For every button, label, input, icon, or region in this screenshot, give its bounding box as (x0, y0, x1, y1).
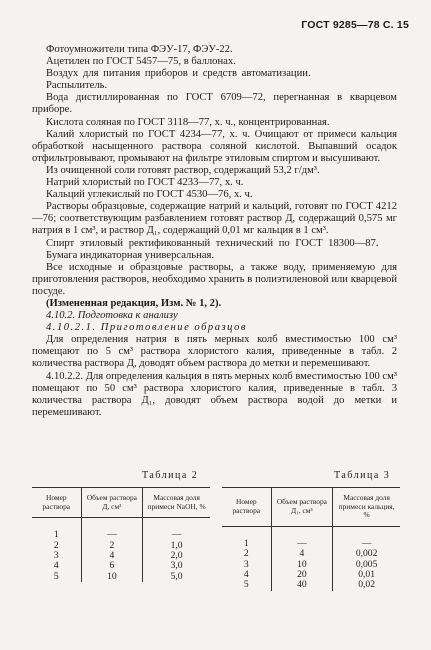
table-cell: 3 (32, 551, 81, 561)
paragraph: Для определения натрия в пять мерных колб вместимостью 100 см³ помещают по 5 см³ раствора хлористого калия, приведенные в табл. 2 количества раствора Д, доводят объем раствора до метки и перемешивают. (32, 334, 397, 370)
table-cell: 20 (271, 570, 333, 580)
table-header-cell: Массовая доля примеси кальция, % (333, 488, 400, 527)
table-header-cell: Объем раствора Д₁, см³ (271, 488, 333, 527)
table-cell: 2,0 (170, 550, 183, 561)
table2-caption: Таблица 2 (142, 470, 199, 481)
paragraph: Фотоумножители типа ФЭУ-17, ФЭУ-22. (46, 44, 233, 55)
paragraph: Ацетилен по ГОСТ 5457—75, в баллонах. (46, 56, 236, 68)
paragraph: Калий хлористый по ГОСТ 4234—77, х. ч. Очищают от примеси кальция обработкой насыщенного раствора соляной кислотой. Выпавший осадок отфильтровывают, промывают на фильтре этиловым спиртом и высушивают. (32, 128, 397, 164)
table-2 (32, 487, 210, 582)
table-cell: 4 (271, 549, 333, 559)
table-cell: 4 (222, 570, 271, 580)
table-cell: 10 (271, 560, 333, 570)
table-cell: 2 (222, 549, 271, 559)
table-cell: 1,0 (170, 539, 183, 551)
table3-caption: Таблица 3 (334, 470, 391, 481)
table-header-cell: Массовая доля примеси NaOH, % (143, 488, 210, 518)
table-cell: 0,01 (358, 569, 376, 580)
table-3 (222, 487, 400, 591)
table-cell: 3,0 (170, 560, 183, 572)
table-cell: — (271, 526, 333, 549)
paragraph: Кальций углекислый по ГОСТ 4530—76, х. ч. (46, 189, 253, 201)
table-cell: — (171, 529, 182, 541)
table-cell: 2 (32, 541, 81, 551)
paragraph: Вода дистиллированная по ГОСТ 6709—72, перегнанная в кварцевом приборе. (32, 92, 397, 116)
table-cell: 0,02 (358, 579, 376, 591)
table-cell: 4 (32, 561, 81, 571)
table-cell: 5 (222, 580, 271, 590)
paragraph: Кислота соляная по ГОСТ 3118—77, х. ч., концентрированная. (46, 116, 330, 128)
table-cell: — (81, 518, 143, 541)
section-heading: 4.10.2. Подготовка к анализу (46, 310, 178, 322)
document-body (32, 44, 397, 419)
paragraph: Распылитель. (46, 80, 108, 92)
table-cell: 1 (222, 526, 271, 549)
paragraph: Все исходные и образцовые растворы, а также воду, применяемую для приготовления растворов, необходимо хранить в полиэтиленовой или кварцевой посуде. (32, 261, 397, 297)
paragraph: Воздух для питания приборов и средств автоматизации. (46, 68, 311, 80)
paragraph: Натрий хлористый по ГОСТ 4233—77, х. ч. (46, 177, 244, 189)
table-cell: 6 (81, 561, 143, 571)
table-row (32, 518, 210, 541)
table-cell: 5,0 (170, 570, 183, 582)
table-cell: 3 (222, 560, 271, 570)
table-row (32, 572, 210, 582)
table-cell: 5 (32, 572, 81, 582)
paragraph: Растворы образцовые, содержащие натрий и кальций, готовят по ГОСТ 4212—76; соответствующим разбавлением готовят раствор Д, содержащий 0,575 мг натрия в 1 см³, и раствор Д₁, содержащий 0,01 мг кальция в 1 см³. (32, 201, 397, 237)
table-cell: 0,005 (355, 558, 378, 570)
paragraph: Бумага индикаторная универсальная. (46, 249, 215, 261)
paragraph: Спирт этиловый ректификованный технический по ГОСТ 18300—87. (46, 237, 379, 249)
paragraph: 4.10.2.2. Для определения кальция в пять мерных колб вместимостью 100 см³ помещают по 50 см³ раствора хлористого калия, приведенные в табл. 3 количества раствора Д₁, доводят объем раствора водой до метки и перемешивают. (32, 370, 397, 418)
table-header-cell: Номер раствора (222, 488, 271, 527)
table-row (222, 580, 400, 590)
table-row (222, 526, 400, 549)
subsection-heading: 4.10.2.1. Приготовление образцов (46, 322, 247, 334)
table-cell: 2 (81, 541, 143, 551)
table-cell: 4 (81, 551, 143, 561)
table-header-cell: Объем раствора Д, см³ (81, 488, 143, 518)
paragraph: Из очищенной соли готовят раствор, содержащий 53,2 г/дм³. (46, 164, 320, 176)
table-cell: 1 (32, 518, 81, 541)
page-header: ГОСТ 9285—78 С. 15 (301, 19, 409, 31)
table-cell: 0,002 (355, 548, 378, 560)
table-cell: — (361, 537, 372, 549)
table-cell: 10 (81, 572, 143, 582)
amendment-note: (Измененная редакция, Изм. № 1, 2). (46, 297, 222, 309)
table-header-cell: Номер раствора (32, 488, 81, 518)
table-cell: 40 (271, 580, 333, 590)
tables-area (32, 470, 400, 620)
